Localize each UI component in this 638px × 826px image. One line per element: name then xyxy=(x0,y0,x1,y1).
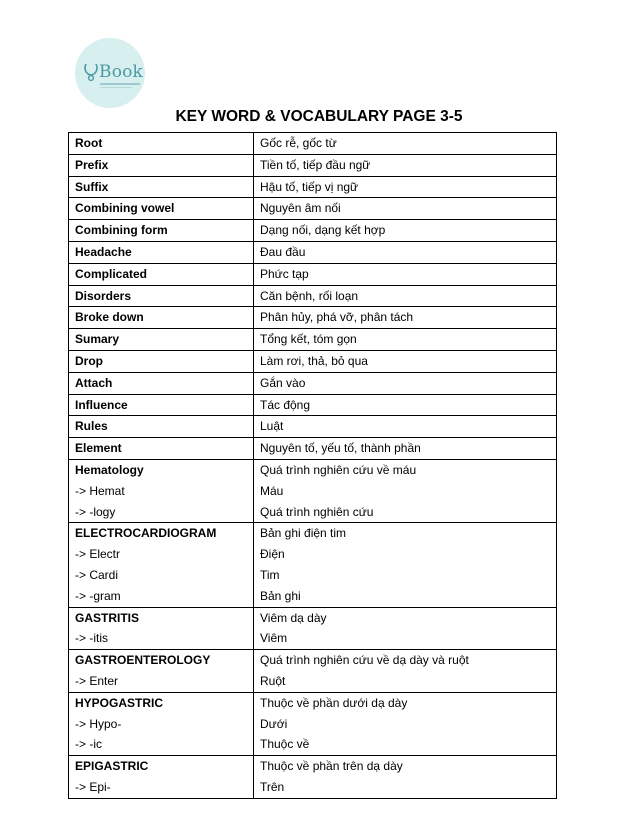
meaning-part: Trên xyxy=(260,779,285,794)
meaning-part: Dưới xyxy=(260,716,288,731)
meaning-text: Phức tạp xyxy=(260,266,309,281)
meaning-cell xyxy=(254,263,557,285)
logo-text: Book xyxy=(99,62,144,82)
term-cell xyxy=(69,650,254,693)
meaning-text: Gắn vào xyxy=(260,375,306,390)
term-cell xyxy=(69,350,254,372)
meaning-cell xyxy=(254,756,557,799)
term-text: Prefix xyxy=(75,157,109,172)
term-text: Influence xyxy=(75,397,128,412)
table-row xyxy=(69,285,557,307)
term-text: HYPOGASTRIC xyxy=(75,695,164,710)
meaning-cell xyxy=(254,220,557,242)
meaning-text: Thuộc về phần trên dạ dày xyxy=(260,759,403,774)
term-cell xyxy=(69,154,254,176)
meaning-cell xyxy=(254,285,557,307)
table-row xyxy=(69,607,557,650)
table-row xyxy=(69,523,557,607)
meaning-text: Phân hủy, phá vỡ, phân tách xyxy=(260,310,414,325)
term-text: Complicated xyxy=(75,266,148,281)
term-text: Broke down xyxy=(75,310,144,325)
term-part: -> -gram xyxy=(75,588,121,603)
meaning-cell xyxy=(254,241,557,263)
meaning-text: Tiền tố, tiếp đầu ngữ xyxy=(260,157,371,172)
meaning-cell xyxy=(254,176,557,198)
term-cell xyxy=(69,133,254,155)
table-row xyxy=(69,459,557,522)
table-row xyxy=(69,176,557,198)
term-text: Rules xyxy=(75,419,108,434)
page-title: KEY WORD & VOCABULARY PAGE 3-5 xyxy=(175,108,463,125)
term-part: -> -itis xyxy=(75,631,108,646)
term-text: Headache xyxy=(75,244,132,259)
vocabulary-table xyxy=(68,132,557,799)
table-row xyxy=(69,133,557,155)
term-part: -> Electr xyxy=(75,547,121,562)
table-row xyxy=(69,372,557,394)
table-row xyxy=(69,241,557,263)
meaning-part: Điện xyxy=(260,547,285,562)
term-cell xyxy=(69,285,254,307)
term-text: Sumary xyxy=(75,332,120,347)
meaning-text: Hậu tố, tiếp vị ngữ xyxy=(260,179,359,194)
term-text: Element xyxy=(75,441,122,456)
term-text: Attach xyxy=(75,375,113,390)
meaning-part: Tim xyxy=(260,567,280,582)
meaning-cell xyxy=(254,523,557,607)
meaning-text: Luật xyxy=(260,419,284,434)
term-part: -> -ic xyxy=(75,737,102,752)
meaning-text: Đau đầu xyxy=(260,244,306,259)
table-row xyxy=(69,394,557,416)
term-cell xyxy=(69,692,254,755)
meaning-text: Dạng nối, dạng kết hợp xyxy=(260,223,386,238)
meaning-cell xyxy=(254,350,557,372)
term-text: GASTROENTEROLOGY xyxy=(75,653,211,668)
term-part: -> Cardi xyxy=(75,567,119,582)
table-row xyxy=(69,220,557,242)
term-cell xyxy=(69,394,254,416)
term-text: Hematology xyxy=(75,462,144,477)
table-row xyxy=(69,650,557,693)
meaning-text: Viêm dạ dày xyxy=(260,610,327,625)
meaning-cell xyxy=(254,692,557,755)
meaning-text: Thuộc về phần dưới dạ dày xyxy=(260,695,408,710)
table-row xyxy=(69,416,557,438)
meaning-part: Máu xyxy=(260,483,284,498)
term-text: EPIGASTRIC xyxy=(75,759,149,774)
term-text: Disorders xyxy=(75,288,132,303)
term-cell xyxy=(69,176,254,198)
meaning-cell xyxy=(254,416,557,438)
table-row xyxy=(69,198,557,220)
term-part: -> Enter xyxy=(75,673,119,688)
term-text: ELECTROCARDIOGRAM xyxy=(75,526,217,541)
meaning-text: Quá trình nghiên cứu về dạ dày và ruột xyxy=(260,653,469,668)
term-cell xyxy=(69,607,254,650)
meaning-cell xyxy=(254,372,557,394)
table-row xyxy=(69,692,557,755)
meaning-cell xyxy=(254,329,557,351)
term-text: Drop xyxy=(75,353,103,368)
term-text: Root xyxy=(75,136,103,150)
term-cell xyxy=(69,307,254,329)
term-cell xyxy=(69,198,254,220)
table-row xyxy=(69,307,557,329)
logo xyxy=(75,38,145,108)
term-text: Combining vowel xyxy=(75,201,175,216)
term-text: Suffix xyxy=(75,179,109,194)
term-cell xyxy=(69,756,254,799)
term-cell xyxy=(69,372,254,394)
meaning-part: Quá trình nghiên cứu xyxy=(260,504,374,519)
logo-tagline xyxy=(100,83,140,85)
meaning-cell xyxy=(254,459,557,522)
meaning-cell xyxy=(254,133,557,155)
term-cell xyxy=(69,329,254,351)
term-part: -> Hemat xyxy=(75,483,125,498)
meaning-text: Làm rơi, thả, bỏ qua xyxy=(260,353,368,368)
meaning-text: Nguyên tố, yếu tố, thành phần xyxy=(260,441,421,456)
term-text: Combining form xyxy=(75,223,168,238)
term-cell xyxy=(69,241,254,263)
table-row xyxy=(69,350,557,372)
meaning-text: Bản ghi điện tim xyxy=(260,526,347,541)
meaning-text: Tác động xyxy=(260,397,311,412)
meaning-part: Viêm xyxy=(260,631,288,646)
table-row xyxy=(69,329,557,351)
logo-tagline xyxy=(100,87,132,88)
meaning-part: Thuộc về xyxy=(260,737,310,752)
table-row xyxy=(69,756,557,799)
term-cell xyxy=(69,523,254,607)
table-row xyxy=(69,154,557,176)
term-cell xyxy=(69,263,254,285)
meaning-cell xyxy=(254,198,557,220)
term-part: -> Epi- xyxy=(75,779,111,794)
meaning-cell xyxy=(254,394,557,416)
meaning-text: Quá trình nghiên cứu về máu xyxy=(260,462,417,477)
meaning-part: Ruột xyxy=(260,673,286,688)
term-cell xyxy=(69,438,254,460)
term-cell xyxy=(69,220,254,242)
term-cell xyxy=(69,459,254,522)
meaning-cell xyxy=(254,154,557,176)
meaning-text: Tổng kết, tóm gọn xyxy=(260,332,357,347)
meaning-cell xyxy=(254,607,557,650)
meaning-text: Căn bệnh, rối loạn xyxy=(260,288,359,303)
meaning-text: Nguyên âm nối xyxy=(260,201,341,216)
meaning-cell xyxy=(254,438,557,460)
meaning-cell xyxy=(254,307,557,329)
table-row xyxy=(69,438,557,460)
meaning-part: Bản ghi xyxy=(260,588,301,603)
meaning-text: Gốc rễ, gốc từ xyxy=(260,136,337,150)
term-cell xyxy=(69,416,254,438)
meaning-cell xyxy=(254,650,557,693)
term-text: GASTRITIS xyxy=(75,610,140,625)
term-part: -> -logy xyxy=(75,504,116,519)
term-part: -> Hypo- xyxy=(75,716,122,731)
table-row xyxy=(69,263,557,285)
